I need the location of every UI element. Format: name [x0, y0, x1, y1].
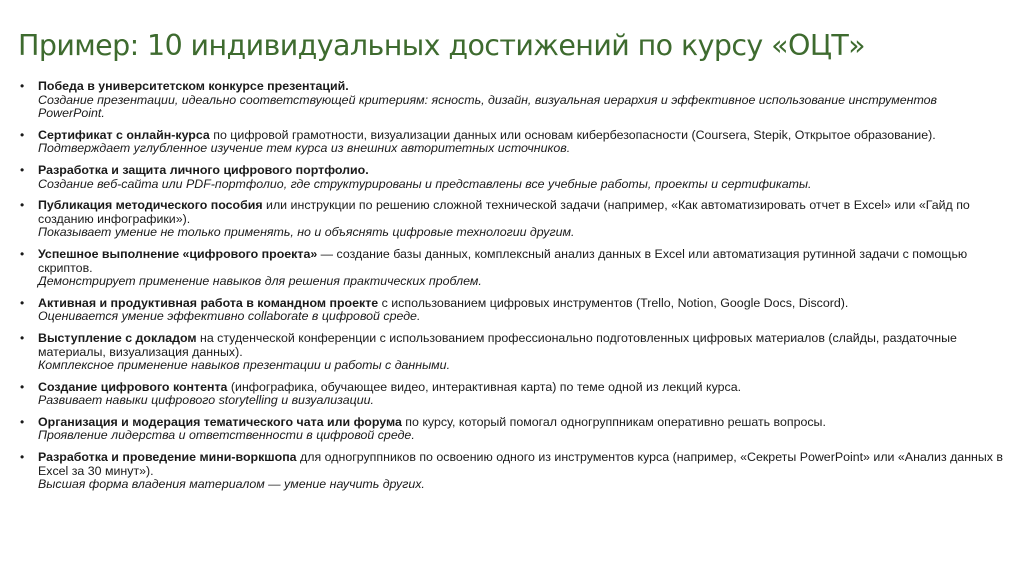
item-description: Создание веб-сайта или PDF-портфолио, где структурированы и представлены все учебные работы, проекты и сертификаты. — [38, 176, 812, 191]
list-item — [20, 451, 1004, 492]
item-text: для одногруппников по освоению одного из инструментов курса (например, «Секреты PowerPoint» или «Анализ данных в Excel за 30 минут»). — [38, 450, 1004, 478]
list-item — [20, 416, 1004, 443]
list-item — [20, 80, 1004, 121]
item-text: по курсу, который помогал одногруппникам оперативно решать вопросы. — [401, 414, 826, 429]
achievements-list — [20, 80, 1004, 500]
item-heading: Организация и модерация тематического чата или форума — [38, 414, 402, 429]
item-heading: Выступление с докладом — [38, 330, 197, 345]
item-description: Создание презентации, идеально соответствующей критериям: ясность, дизайн, визуальная иерархия и эффективное использование инструментов PowerPoint. — [38, 92, 937, 121]
bullet-icon: • — [20, 414, 25, 429]
list-item — [20, 164, 1004, 191]
item-text: по цифровой грамотности, визуализации данных или основам кибербезопасности (Coursera, Stepik, Открытое образование). — [209, 127, 936, 142]
item-description: Развивает навыки цифрового storytelling и визуализации. — [38, 393, 374, 408]
bullet-icon: • — [20, 246, 25, 261]
item-heading: Разработка и защита личного цифрового портфолио. — [38, 162, 369, 177]
item-heading: Создание цифрового контента — [38, 379, 228, 394]
item-description: Демонстрирует применение навыков для решения практических проблем. — [38, 274, 482, 289]
slide-title: Пример: 10 индивидуальных достижений по курсу «ОЦТ» — [18, 29, 865, 62]
item-text: (инфографика, обучающее видео, интерактивная карта) по теме одной из лекций курса. — [227, 379, 742, 394]
item-text: или инструкции по решению сложной технической задачи (например, «Как автоматизировать отчет в Excel» или «Гайд по созданию инфографики»). — [38, 198, 970, 226]
item-text: с использованием цифровых инструментов (Trello, Notion, Google Docs, Discord). — [378, 295, 849, 310]
bullet-icon: • — [20, 450, 25, 465]
list-item — [20, 129, 1004, 156]
list-item — [20, 297, 1004, 324]
bullet-icon: • — [20, 330, 25, 345]
item-description: Подтверждает углубленное изучение тем курса из внешних авторитетных источников. — [38, 141, 571, 156]
bullet-icon: • — [20, 379, 25, 394]
list-item — [20, 332, 1004, 373]
list-item — [20, 381, 1004, 408]
item-description: Показывает умение не только применять, но и объяснять цифровые технологии другим. — [38, 225, 575, 240]
list-item — [20, 199, 1004, 240]
item-description: Высшая форма владения материалом — умение научить других. — [38, 477, 425, 492]
bullet-icon: • — [20, 79, 25, 93]
item-heading: Активная и продуктивная работа в командном проекте — [38, 295, 379, 310]
item-heading: Разработка и проведение мини-воркшопа — [38, 450, 297, 465]
item-heading: Успешное выполнение «цифрового проекта» — [38, 246, 318, 261]
bullet-icon: • — [20, 295, 25, 310]
item-heading: Сертификат с онлайн-курса — [38, 127, 210, 142]
bullet-icon: • — [20, 127, 25, 142]
bullet-icon: • — [20, 162, 25, 177]
item-description: Комплексное применение навыков презентации и работы с данными. — [38, 358, 451, 373]
item-description: Проявление лидерства и ответственности в цифровой среде. — [38, 428, 415, 443]
item-heading: Победа в университетском конкурсе презентаций. — [38, 79, 349, 93]
item-heading: Публикация методического пособия — [38, 198, 263, 213]
item-text: на студенческой конференции с использованием профессионально подготовленных цифровых материалов (слайды, раздаточные материалы, визуализация данных). — [38, 330, 957, 359]
bullet-icon: • — [20, 198, 25, 213]
item-text: — создание базы данных, комплексный анализ данных в Excel или автоматизация рутинной задачи с помощью скриптов. — [38, 246, 968, 275]
item-description: Оценивается умение эффективно collaborate в цифровой среде. — [38, 309, 421, 324]
list-item — [20, 248, 1004, 289]
